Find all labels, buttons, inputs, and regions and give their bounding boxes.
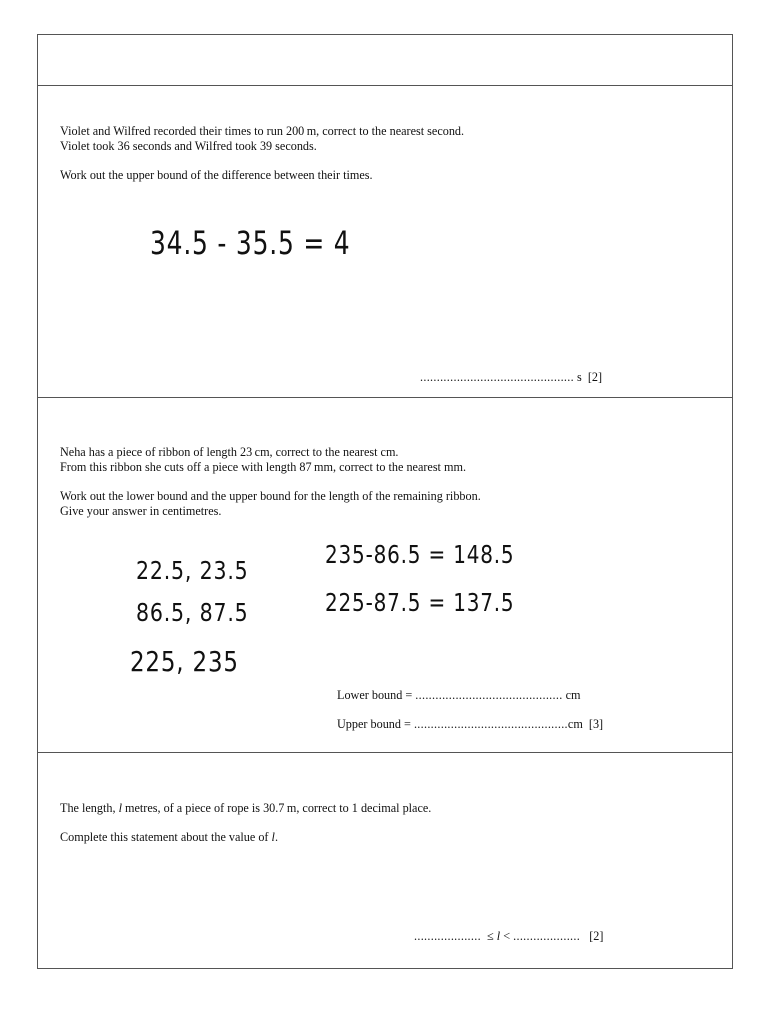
question-divider-1 bbox=[38, 397, 732, 398]
q3-left-dots[interactable]: .................... bbox=[414, 929, 481, 943]
header-divider bbox=[38, 85, 732, 86]
q2-upper-bound-line bbox=[337, 717, 603, 732]
q1-line-2: Violet took 36 seconds and Wilfred took 39 seconds. bbox=[60, 139, 317, 153]
q2-lower-unit: cm bbox=[565, 688, 581, 702]
q1-line-3: Work out the upper bound of the difference between their times. bbox=[60, 168, 373, 182]
q2-upper-dots[interactable]: .............................................. bbox=[413, 717, 568, 731]
q2-upper-unit: cm bbox=[567, 717, 583, 731]
q3-lt-symbol: < bbox=[503, 929, 511, 943]
q3-answer-variable: l bbox=[496, 929, 501, 943]
q1-answer-unit: s bbox=[577, 370, 582, 384]
q2-upper-label: Upper bound = bbox=[337, 717, 411, 731]
q3-leq-symbol: ≤ bbox=[487, 929, 494, 943]
q3-variable-l-2: l bbox=[271, 830, 275, 844]
q2-line-3: Work out the lower bound and the upper bound for the length of the remaining ribbon. bbox=[60, 489, 481, 503]
q2-line-4: Give your answer in centimetres. bbox=[60, 504, 222, 518]
q1-answer-dots[interactable]: .............................................. bbox=[420, 370, 574, 384]
question-3-text bbox=[60, 801, 431, 845]
q2-working-left-2: 86.5, 87.5 bbox=[136, 598, 249, 627]
q1-answer-line bbox=[420, 370, 602, 385]
q3-variable-l: l bbox=[118, 801, 122, 815]
q3-right-dots[interactable]: .................... bbox=[513, 929, 581, 943]
q2-lower-bound-line bbox=[337, 688, 581, 703]
q2-lower-label: Lower bound = bbox=[337, 688, 413, 702]
q3-answer-line bbox=[414, 929, 603, 944]
q1-line-1: Violet and Wilfred recorded their times to run 200 m, correct to the nearest second. bbox=[60, 124, 465, 138]
q2-working-left-3: 225, 235 bbox=[130, 645, 239, 678]
q3-marks: [2] bbox=[589, 929, 604, 943]
q1-handwritten-working: 34.5 - 35.5 = 4 bbox=[150, 224, 351, 262]
q2-working-right-2: 225-87.5 = 137.5 bbox=[325, 588, 515, 617]
question-2-text bbox=[60, 445, 481, 519]
question-divider-2 bbox=[38, 752, 732, 753]
q2-marks: [3] bbox=[588, 717, 604, 731]
q1-marks: [2] bbox=[587, 370, 603, 384]
q2-line-2: From this ribbon she cuts off a piece with length 87 mm, correct to the nearest mm. bbox=[60, 460, 467, 474]
q2-lower-dots[interactable]: ............................................ bbox=[415, 688, 563, 702]
q3-line-2: Complete this statement about the value of l. bbox=[60, 830, 278, 844]
question-1-text bbox=[60, 124, 464, 183]
q2-line-1: Neha has a piece of ribbon of length 23 cm, correct to the nearest cm. bbox=[60, 445, 399, 459]
q3-line-1: The length, l metres, of a piece of rope is 30.7 m, correct to 1 decimal place. bbox=[60, 801, 432, 815]
q2-working-left-1: 22.5, 23.5 bbox=[136, 556, 249, 585]
q2-working-right-1: 235-86.5 = 148.5 bbox=[325, 540, 515, 569]
